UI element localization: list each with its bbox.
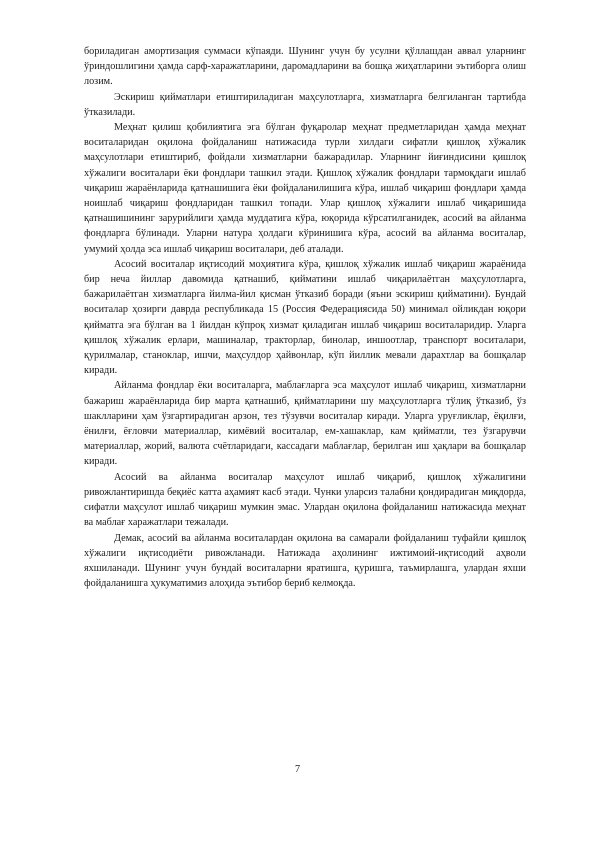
page-number: 7 xyxy=(294,764,301,775)
paragraph: Меҳнат қилиш қобилиятига эга бўлган фуқаролар меҳнат предметларидан ҳамда меҳнат воситаларидан оқилона фойдаланиш натижасида турли хилдаги сифатли қишлоқ хўжалик маҳсулотлари етиштириб, фойдали хизматларни бажарадилар. Уларнинг йиғиндисини қишлоқ хўжалиги воситалари ёки фондлари ташкил этади. Қишлоқ хўжалик фондлари тармоқдаги ишлаб чиқариш жараёнларида қатнашишига ёки фойдаланилишига кўра, ишлаб чиқариш фондлари ҳамда ноишлаб чиқариш фондларидан ташкил топади. Улар қишлоқ хўжалиги ишлаб чиқаришида қатнашишининг зарурийлиги ҳамда муддатига кўра, юқорида кўрсатилганидек, асосий ва айланма фондларга бўлинади. Уларни натура ҳолдаги кўринишига кўра, асосий ва айланма воситалар, умумий ҳолда эса ишлаб чиқариш воситалари, деб аталади. xyxy=(84,122,526,255)
paragraph: Асосий ва айланма воситалар маҳсулот ишлаб чиқариб, қишлоқ хўжалигини ривожлантиришда беқиёс катта аҳамият касб этади. Чунки уларсиз талабни қондирадиган миқдорда, сифатли маҳсулот ишлаб чиқариш мумкин эмас. Улардан оқилона фойдаланиш натижасида меҳнат ва маблағ харажатлари тежалади. xyxy=(84,471,526,529)
paragraph: бориладиган амортизация суммаси кўпаяди. Шунинг учун бу усулни қўллашдан аввал уларнинг ўриндошлигини ҳамда сарф-харажатларини, даромадларини ва бошқа жиҳатларини эътиборга олиш лозим. xyxy=(84,46,526,88)
paragraph: Асосий воситалар иқтисодий моҳиятига кўра, қишлоқ хўжалик ишлаб чиқариш жараёнида бир неча йиллар давомида қатнашиб, қийматини ишлаб чиқарилаётган маҳсулотларга, бажарилаётган хизматларга йилма-йил қисман ўтказиб боради (яъни эскириш қийматини). Бундай воситалар ҳозирги даврда республикада 15 (Россия Федерациясида 50) минимал ойликдан юқори қийматга эга бўлган ва 1 йилдан кўпроқ хизмат қиладиган ишлаб чиқариш воситаларидир. Уларга қишлоқ хўжалик ерлари, машиналар, тракторлар, бинолар, иншоотлар, транспорт воситалари, қурилмалар, станоклар, ишчи, маҳсулдор ҳайвонлар, кўп йиллик мевали дарахтлар ва бошқалар киради. xyxy=(84,258,526,377)
paragraph: Эскириш қийматлари етиштириладиган маҳсулотларга, хизматларга белгиланган тартибда ўтказилади. xyxy=(84,91,526,118)
document-body xyxy=(84,44,526,591)
paragraph: Демак, асосий ва айланма воситалардан оқилона ва самарали фойдаланиш туфайли қишлоқ хўжалиги иқтисодиёти ривожланади. Натижада аҳолининг ижтимоий-иқтисодий аҳволи яхшиланади. Шунинг учун бундай воситаларни яратишга, қуришга, таъмирлашга, улардан яхши фойдаланишга ҳукуматимиз алоҳида эътибор бериб келмоқда. xyxy=(84,532,526,590)
paragraph: Айланма фондлар ёки воситаларга, маблағларга эса маҳсулот ишлаб чиқариш, хизматларни бажариш жараёнларида бир марта қатнашиб, қийматларини шу маҳсулотларга тўлиқ ўтказиб, ўз шаклларини ҳам ўзгартирадиган арзон, тез тўзувчи воситалар киради. Уларга уруғликлар, ёқилғи, ёнилғи, ёғловчи материаллар, кимёвий воситалар, ем-хашаклар, кам қийматли, тез ўзгарувчи материаллар, жорий, валюта счётларидаги, кассадаги маблағлар, берилган иш ҳақлари ва бошқалар киради. xyxy=(84,380,526,468)
